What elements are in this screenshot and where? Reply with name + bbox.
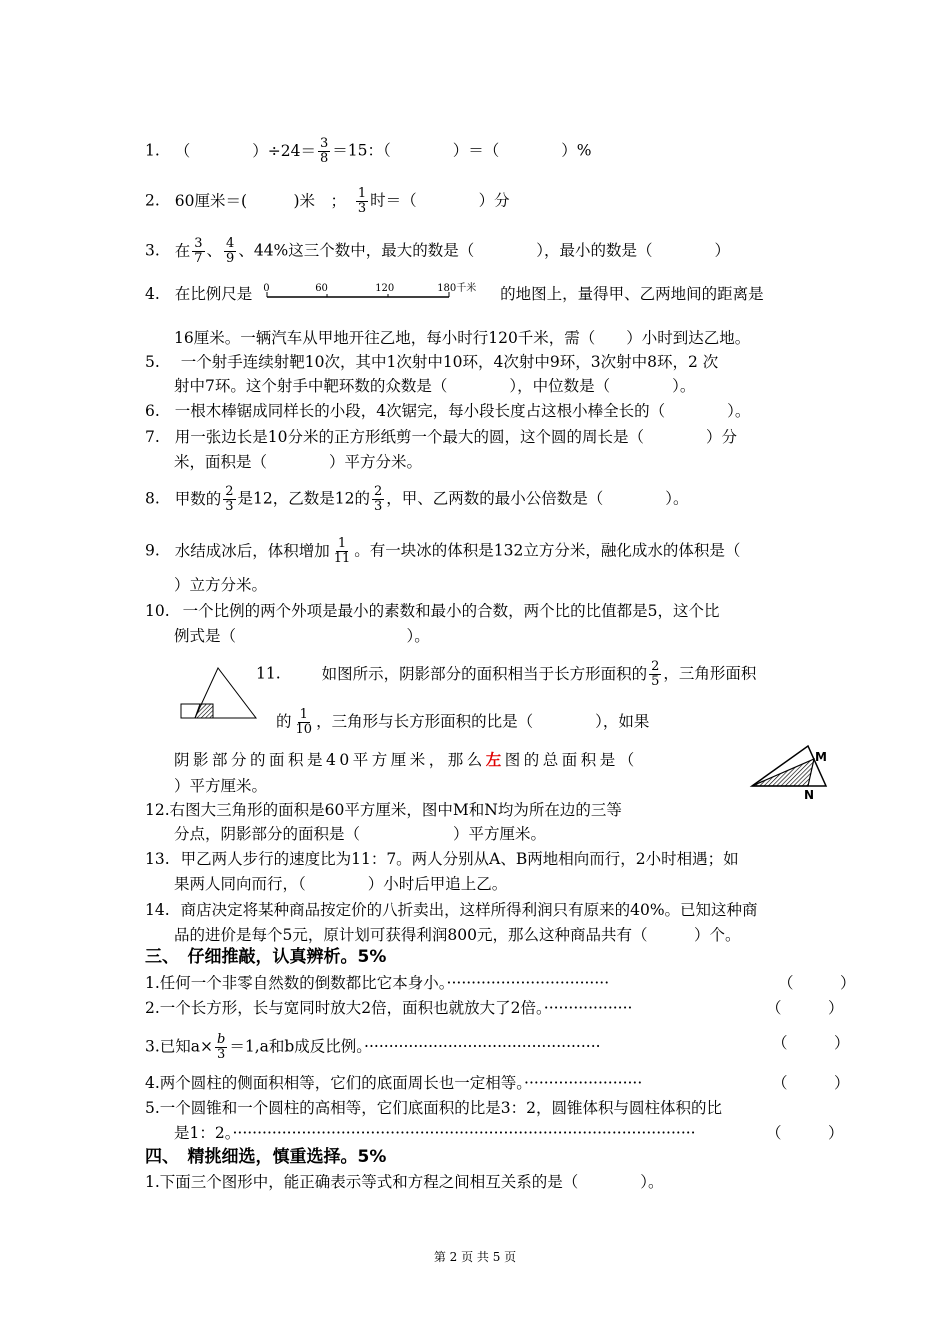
statement-text: 3.已知a×: [145, 1037, 214, 1056]
fraction: [372, 485, 384, 514]
scale-label: 120: [375, 283, 395, 294]
question-text: 60厘米＝( )米 ；: [174, 191, 354, 210]
highlight-text: 左: [485, 750, 505, 769]
answer-blank: （ ）: [778, 974, 856, 992]
question-14: [145, 900, 758, 920]
question-number: 12.: [145, 801, 170, 819]
question-text: 、44%这三个数中，最大的数是（ ），最小的数是（ ）: [238, 241, 731, 260]
fraction: [294, 708, 315, 737]
question-12: [145, 800, 622, 820]
question-number: 7.: [145, 428, 160, 446]
judge-5: 5.一个圆锥和一个圆柱的高相等，它们底面积的比是3：2，圆锥体积与圆柱体积的比: [145, 1099, 723, 1117]
fraction: [215, 1033, 227, 1062]
question-9: [145, 537, 740, 566]
question-text: 一个射手连续射靶10次，其中1次射中10环，4次射中9环，3次射中8环，2 次: [180, 353, 719, 371]
question-4: [145, 284, 764, 305]
question-text: ＝15：（ ）＝（ ）%: [332, 141, 592, 160]
question-number: 4.: [145, 285, 160, 303]
scale-label: 0: [263, 283, 270, 294]
statement-text: 4.两个圆柱的侧面积相等，它们的底面周长也一定相等。························: [145, 1074, 643, 1092]
numerator: 1: [299, 707, 308, 722]
question-text: 商店决定将某种商品按定价的八折卖出，这样所得利润只有原来的40%。已知这种商: [180, 901, 758, 919]
numerator: b: [217, 1033, 226, 1047]
question-text: 一个比例的两个外项是最小的素数和最小的合数，两个比的比值都是5，这个比: [182, 602, 720, 620]
denominator: 10: [295, 722, 313, 737]
fraction: [224, 237, 236, 266]
question-text: 在比例尺是: [174, 285, 253, 303]
question-3: [145, 237, 730, 266]
question-13-line-2: 果两人同向而行，（ ）小时后甲追上乙。: [174, 875, 508, 893]
statement-text: ＝1,a和b成反比例。················································: [229, 1037, 601, 1056]
question-12-line-2: 分点，阴影部分的面积是（ ）平方厘米。: [174, 825, 547, 843]
judge-1: [145, 973, 835, 993]
question-number: 2.: [145, 191, 160, 210]
answer-blank: （ ）: [766, 1124, 844, 1142]
question-13: [145, 849, 739, 869]
question-number: 5.: [145, 353, 160, 371]
page-footer: 第 2 页 共 5 页: [433, 1250, 517, 1264]
numerator: 2: [225, 484, 234, 499]
question-text: ，三角形面积: [663, 664, 757, 683]
answer-blank: （ ）: [772, 1074, 850, 1092]
question-1: [145, 137, 591, 166]
question-text: 是12，乙数是12的: [237, 489, 370, 508]
scale-label: 180千米: [437, 283, 477, 294]
question-11-line-2: [276, 708, 649, 737]
scale-label: 60: [315, 283, 328, 294]
denominator: 3: [357, 201, 367, 216]
question-number: 3.: [145, 241, 160, 260]
answer-blank: （ ）: [766, 999, 844, 1017]
section-4-title: 四、 精挑细选，慎重选择。5%: [145, 1147, 387, 1167]
question-text: ，甲、乙两数的最小公倍数是（ ）。: [386, 489, 689, 508]
statement-text: 1.任何一个非零自然数的倒数都比它本身小。·································: [145, 974, 610, 992]
denominator: 3: [217, 1047, 226, 1062]
question-11-line-3: [174, 750, 734, 770]
denominator: 3: [373, 499, 383, 514]
numerator: 1: [337, 536, 347, 551]
numerator: 2: [373, 484, 383, 499]
question-10-line-2: 例式是（ ）。: [174, 627, 430, 645]
question-number: 8.: [145, 489, 160, 508]
denominator: 11: [333, 551, 351, 566]
question-2: [145, 187, 510, 216]
q11-figure: [178, 660, 260, 722]
question-text: 用一张边长是10分米的正方形纸剪一个最大的圆，这个圆的周长是（ ）分: [174, 428, 737, 446]
section-3-title: 三、 仔细推敲，认真辨析。5%: [145, 947, 387, 967]
question-text: 一根木棒锯成同样长的小段，4次锯完，每小段长度占这根小棒全长的（ ）。: [174, 402, 751, 420]
question-text: 如图所示，阴影部分的面积相当于长方形面积的: [321, 664, 648, 683]
scale-bar: [257, 285, 495, 305]
question-number: 9.: [145, 541, 160, 560]
question-text: 的地图上，量得甲、乙两地间的距离是: [500, 285, 764, 303]
question-text: 、: [206, 241, 223, 260]
question-text: 水结成冰后，体积增加: [174, 541, 330, 560]
denominator: 8: [319, 151, 329, 166]
question-number: 14.: [145, 901, 170, 919]
question-10: [145, 601, 719, 621]
numerator: 3: [194, 236, 203, 251]
fraction: [649, 660, 661, 689]
numerator: 3: [319, 136, 329, 151]
fraction: [356, 187, 368, 216]
question-number: 13.: [145, 850, 170, 868]
fraction: [318, 137, 330, 166]
question-5: [145, 352, 718, 372]
choice-question-1: 1.下面三个图形中，能正确表示等式和方程之间相互关系的是（ ）。: [145, 1173, 664, 1191]
question-11-line-4: ）平方厘米。: [174, 777, 268, 795]
question-text: 右图大三角形的面积是60平方厘米，图中M和N均为所在边的三等: [169, 801, 622, 819]
question-text: 阴影部分的面积是40平方厘米，那么: [174, 751, 486, 769]
point-label-m: M: [815, 750, 827, 764]
question-7: [145, 427, 737, 447]
judge-2: [145, 998, 835, 1018]
question-9-line-2: ）立方分米。: [174, 576, 268, 594]
question-5-line-2: 射中7环。这个射手中靶环数的众数是（ ），中位数是（ ）。: [174, 377, 696, 395]
judge-5-line-2: 是1：2。······························································································: [174, 1124, 696, 1142]
answer-blank: （ ）: [766, 1033, 850, 1053]
judge-3: [145, 1033, 835, 1062]
question-number: 6.: [145, 402, 160, 420]
denominator: 3: [225, 499, 234, 514]
numerator: 1: [357, 186, 367, 201]
question-4-line-2: 16厘米。一辆汽车从甲地开往乙地，每小时行120千米，需（ ）小时到达乙地。: [174, 329, 751, 347]
statement-text: 2.一个长方形，长与宽同时放大2倍，面积也就放大了2倍。··················: [145, 999, 633, 1017]
question-number: 1.: [145, 141, 160, 160]
question-7-line-2: 米，面积是（ ）平方分米。: [174, 453, 423, 471]
question-text: 在: [174, 241, 191, 260]
point-label-n: N: [804, 788, 815, 802]
question-text: 。有一块冰的体积是132立方分米，融化成水的体积是（: [354, 541, 741, 560]
question-8: [145, 485, 689, 514]
numerator: 4: [226, 236, 235, 251]
question-number: 10.: [145, 602, 170, 620]
numerator: 2: [651, 659, 660, 674]
fraction: [332, 537, 353, 566]
question-text: （ ）÷24＝: [174, 141, 316, 160]
question-11: [256, 660, 756, 689]
fraction: [223, 485, 235, 514]
fraction: [192, 237, 204, 266]
question-14-line-2: 品的进价是每个5元，原计划可获得利润800元，那么这种商品共有（ ）个。: [174, 926, 741, 944]
question-text: 的: [276, 712, 292, 731]
question-text: 甲乙两人步行的速度比为11：7。两人分别从A、B两地相向而行，2小时相遇；如: [180, 850, 739, 868]
judge-4: [145, 1073, 835, 1093]
question-text: 时＝（ ）分: [370, 191, 510, 210]
question-text: 图的总面积是（: [504, 751, 638, 769]
question-text: ，三角形与长方形面积的比是（ ），如果: [316, 712, 650, 731]
denominator: 9: [226, 251, 235, 266]
denominator: 7: [194, 251, 203, 266]
question-number: 11.: [256, 664, 281, 683]
denominator: 5: [651, 674, 660, 689]
question-text: 甲数的: [174, 489, 222, 508]
question-6: [145, 401, 750, 421]
